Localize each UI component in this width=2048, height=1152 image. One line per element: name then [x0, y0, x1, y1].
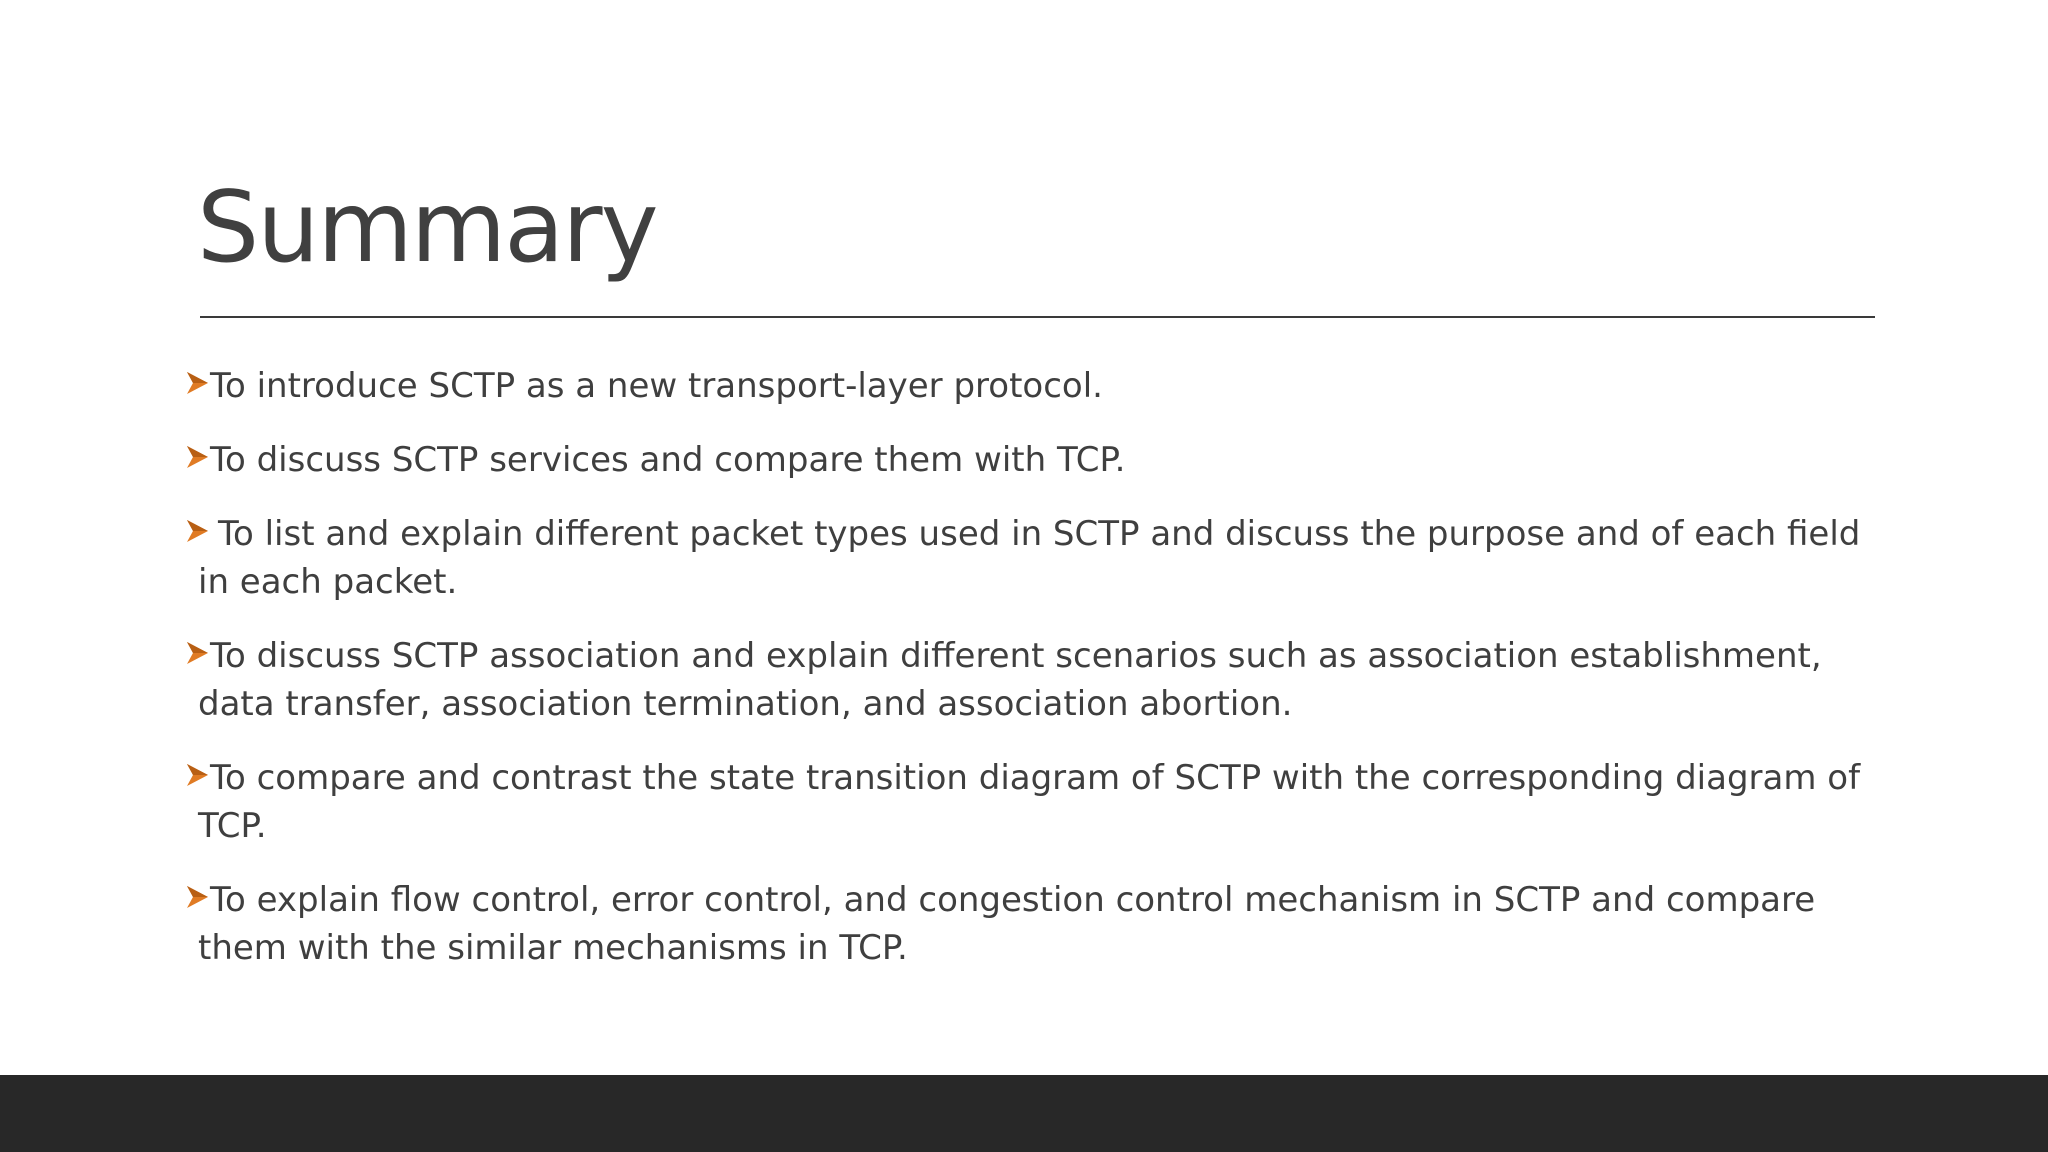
arrowhead-bullet-icon	[184, 370, 210, 396]
bullet-text: To introduce SCTP as a new transport-layer protocol.	[210, 366, 1103, 406]
arrowhead-bullet-icon	[184, 444, 210, 470]
bullet-text: To explain flow control, error control, and congestion control mechanism in SCTP and compare them with the similar mechanisms in TCP.	[198, 880, 1816, 968]
bullet-item	[198, 510, 1878, 606]
bullet-text: To discuss SCTP services and compare them with TCP.	[210, 440, 1126, 480]
bullet-text: To list and explain different packet types used in SCTP and discuss the purpose and of each field in each packet.	[198, 514, 1861, 602]
arrowhead-bullet-icon	[184, 640, 210, 666]
arrowhead-bullet-icon	[184, 762, 210, 788]
bullet-item	[198, 754, 1878, 850]
bullet-item	[198, 876, 1878, 972]
arrowhead-bullet-icon	[184, 884, 210, 910]
slide-title: Summary	[197, 171, 657, 285]
footer-bar	[0, 1075, 2048, 1152]
bullet-item	[198, 632, 1878, 728]
arrowhead-bullet-icon	[184, 518, 210, 544]
bullet-item	[198, 436, 1878, 484]
bullet-text: To compare and contrast the state transition diagram of SCTP with the corresponding diagram of TCP.	[198, 758, 1861, 846]
title-divider	[200, 316, 1875, 318]
bullet-text: To discuss SCTP association and explain different scenarios such as association establishment, data transfer, association termination, and association abortion.	[198, 636, 1822, 724]
bullet-list	[198, 362, 1878, 998]
bullet-item	[198, 362, 1878, 410]
